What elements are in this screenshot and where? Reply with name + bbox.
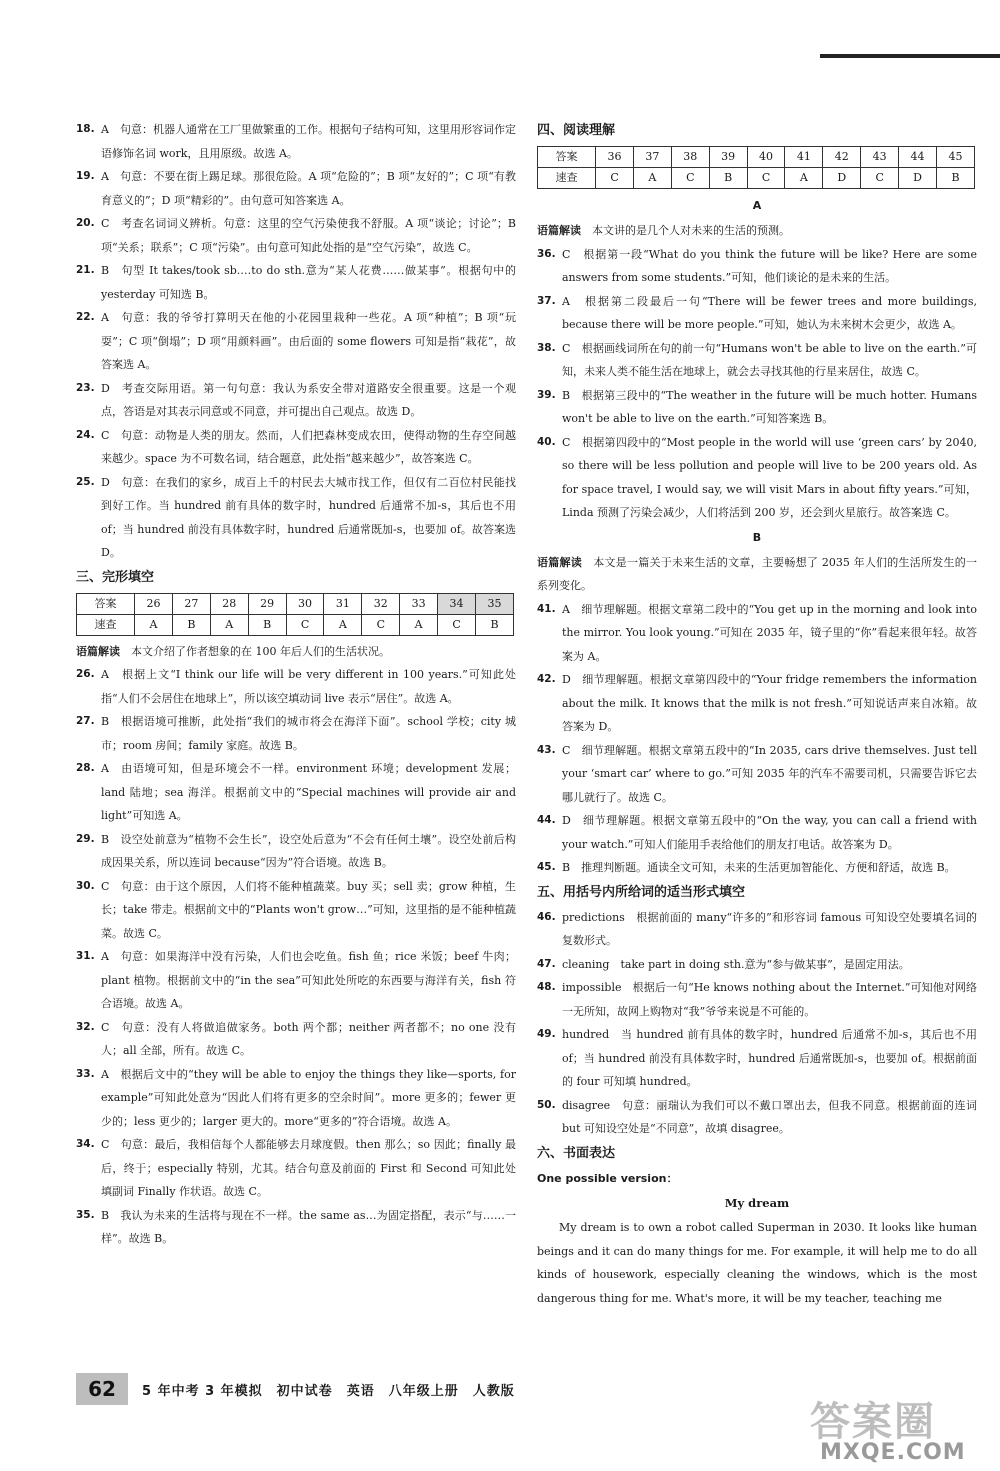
essay-body: My dream is to own a robot called Superman in 2030. It looks like human beings and it can do many things for me. For example, it will help me to do all kinds of housework, especially cleaning the windows, which is the most dangerous thing for me. What's more, it will be my teacher, teaching me bbox=[537, 1221, 977, 1305]
cloze-item bbox=[76, 1063, 516, 1134]
choice-item-number: 18. bbox=[76, 123, 95, 135]
reading-answer-table bbox=[537, 146, 975, 189]
reading-intro-a bbox=[537, 219, 977, 243]
reading-a-item-text: C 根据第一段“What do you think the future will be like? Here are some answers from some students.”可知，他们谈论的是未来的生活。 bbox=[562, 247, 977, 284]
reading-answer-cell: C bbox=[861, 168, 899, 189]
choice-item-number: 20. bbox=[76, 217, 95, 229]
cloze-answer-cell: B bbox=[172, 614, 210, 635]
footer-info-part: 人教版 bbox=[472, 1383, 515, 1399]
cloze-item-number: 29. bbox=[76, 832, 95, 845]
reading-question-number: 45 bbox=[936, 147, 974, 168]
reading-answer-cell: C bbox=[671, 168, 709, 189]
cloze-answer-cell: A bbox=[400, 614, 438, 635]
cloze-question-number: 30 bbox=[286, 593, 324, 614]
grammar-section-title: 五、用括号内所给词的适当形式填空 bbox=[537, 884, 746, 900]
choice-item-text: A 句意：不要在街上踢足球。那很危险。A 项“危险的”；B 项“友好的”；C 项“有教育意义的”；D 项“精彩的”。由句意可知答案选 A。 bbox=[101, 170, 516, 207]
cloze-item bbox=[76, 828, 516, 875]
cloze-answer-cell: C bbox=[286, 614, 324, 635]
reading-b-item-number: 42. bbox=[537, 673, 556, 685]
cloze-item-number: 34. bbox=[76, 1138, 95, 1150]
choice-item bbox=[76, 471, 516, 565]
reading-b-item-number: 44. bbox=[537, 814, 556, 826]
choice-item-text: C 考查名词词义辨析。句意：这里的空气污染使我不舒服。A 项“谈论；讨论”；B 项“关系；联系”；C 项“污染”。由句意可知此处指的是“空气污染”，故选 C。 bbox=[101, 217, 516, 254]
grammar-item bbox=[537, 976, 977, 1023]
cloze-item-number: 35. bbox=[76, 1208, 95, 1221]
cloze-section-title: 三、完形填空 bbox=[76, 569, 155, 585]
reading-intro-a-label: 语篇解读 bbox=[537, 224, 581, 237]
reading-a-item-text: C 根据第四段中的“Most people in the world will use ‘green cars’ by 2040, so there will be less pollution and people will live to be 200 years old. As for space travel, I would say, we will visit Mars in about fifty years.”可知，Linda 预测了污染会减少，人们将活到 200 岁，还会到火星旅行。故答案选 C。 bbox=[562, 435, 977, 519]
reading-question-number: 44 bbox=[899, 147, 937, 168]
reading-intro-b-label: 语篇解读 bbox=[537, 555, 582, 569]
cloze-item-number: 31. bbox=[76, 950, 95, 962]
reading-answer-cell: A bbox=[785, 168, 823, 189]
choice-item-number: 25. bbox=[76, 475, 95, 488]
reading-answer-cell: C bbox=[747, 168, 785, 189]
cloze-question-number: 28 bbox=[210, 593, 248, 614]
cloze-item bbox=[76, 1133, 516, 1204]
reading-items-a bbox=[537, 243, 977, 525]
reading-question-number: 40 bbox=[747, 147, 785, 168]
reading-a-item-text: C 根据画线词所在句的前一句“Humans won't be able to live on the earth.”可知，未来人类不能生活在地球上，就会去寻找其他的行星来居住，故选 C。 bbox=[562, 341, 977, 378]
cloze-question-number: 33 bbox=[400, 593, 438, 614]
cloze-answer-label: 答案 bbox=[77, 593, 135, 614]
grammar-item-text: hundred 当 hundred 前有具体的数字时，hundred 后通常不加-s，其后也不用 of；当 hundred 前没有具体数字时，hundred 后通常既加-s，也要加 of。根据前面的 four 可知填 hundred。 bbox=[562, 1028, 977, 1088]
cloze-question-number: 34 bbox=[438, 593, 476, 614]
cloze-items bbox=[76, 663, 516, 1251]
reading-question-number: 42 bbox=[823, 147, 861, 168]
cloze-item-text: B 根据语境可推断，此处指“我们的城市将会在海洋下面”。school 学校；city 城市；room 房间；family 家庭。故选 B。 bbox=[101, 715, 516, 752]
reading-b-item-text: D 细节理解题。根据文章第四段中的“Your fridge remembers the information about the milk. It knows that the milk is not fresh.”可知说话声来自冰箱。故答案为 D。 bbox=[562, 673, 977, 733]
watermark-logo: 答案圈 bbox=[810, 1399, 936, 1445]
reading-b-item-number: 43. bbox=[537, 743, 556, 756]
cloze-item-text: A 根据后文中的“they will be able to enjoy the things they like—sports, for example”可知此处意为“因此人们将有更多的空余时间”。more 更多的；fewer 更少的；less 更少的；larger 更大的。more“更多的”符合语境。故选 A。 bbox=[101, 1067, 516, 1128]
footer-info-part: 八年级上册 bbox=[388, 1383, 459, 1399]
choice-item bbox=[76, 377, 516, 424]
essay-title: My dream bbox=[724, 1196, 790, 1210]
reading-check-label: 速查 bbox=[538, 168, 596, 189]
grammar-item-text: disagree 句意：丽瑞认为我们可以不戴口罩出去，但我不同意。根据前面的连词 but 可知设空处是“不同意”，故填 disagree。 bbox=[562, 1098, 977, 1135]
cloze-item-text: C 句意：由于这个原因，人们将不能种植蔬菜。buy 买；sell 卖；grow 种植，生长；take 带走。根据前文中的“Plants won't grow…”可知，这里指的是不能种植蔬菜。故选 C。 bbox=[101, 879, 516, 940]
choice-item bbox=[76, 306, 516, 377]
footer-info-part: 英语 bbox=[346, 1383, 375, 1399]
reading-a-item bbox=[537, 431, 977, 525]
reading-answer-cell: D bbox=[899, 168, 937, 189]
cloze-answer-table bbox=[76, 593, 514, 636]
cloze-item-text: C 句意：没有人将做追做家务。both 两个都；neither 两者都不；no one 没有人；all 全部，所有。故选 C。 bbox=[101, 1020, 516, 1057]
reading-question-number: 38 bbox=[671, 147, 709, 168]
cloze-item bbox=[76, 945, 516, 1016]
grammar-item-number: 50. bbox=[537, 1098, 556, 1111]
cloze-item-text: C 句意：最后，我相信每个人都能够去月球度假。then 那么；so 因此；finally 最后，终于；especially 特别，尤其。结合句意及前面的 First 和 Second 可知此处填副词 Finally 作状语。故选 C。 bbox=[101, 1138, 516, 1198]
grammar-items bbox=[537, 906, 977, 1141]
page-footer bbox=[76, 1372, 529, 1406]
reading-b-item-text: B 推理判断题。通读全文可知，未来的生活更加智能化、方便和舒适，故选 B。 bbox=[562, 861, 956, 874]
cloze-answer-cell: B bbox=[248, 614, 286, 635]
choice-item-text: C 句意：动物是人类的朋友。然而，人们把森林变成农田，使得动物的生存空间越来越少。space 为不可数名词，结合题意，此处指“越来越少”，故答案选 C。 bbox=[101, 428, 516, 465]
choice-item-text: D 考查交际用语。第一句句意：我认为系安全带对道路安全很重要。这是一个观点，答语是对其表示同意或不同意，并可提出自己观点。故选 D。 bbox=[101, 381, 516, 418]
choice-item-text: A 句意：机器人通常在工厂里做繁重的工作。根据句子结构可知，这里用形容词作定语修饰名词 work，且用原级。故选 A。 bbox=[101, 123, 516, 160]
reading-items-b bbox=[537, 598, 977, 880]
grammar-item bbox=[537, 1094, 977, 1141]
reading-question-number: 43 bbox=[861, 147, 899, 168]
reading-b-item-text: D 细节理解题。根据文章第五段中的“On the way, you can call a friend with your watch.”可知人们能用手表给他们的朋友打电话。故答案为 D。 bbox=[562, 814, 977, 851]
reading-answer-cell: A bbox=[633, 168, 671, 189]
reading-question-number: 39 bbox=[709, 147, 747, 168]
cloze-intro-label: 语篇解读 bbox=[76, 644, 120, 658]
reading-b-item bbox=[537, 739, 977, 810]
writing-section-title: 六、书面表达 bbox=[537, 1145, 616, 1161]
reading-answer-cell: B bbox=[709, 168, 747, 189]
cloze-question-number: 26 bbox=[135, 593, 173, 614]
reading-b-item-text: A 细节理解题。根据文章第二段中的“You get up in the morning and look into the mirror. You look young.”可知在 2035 年，镜子里的“你”看起来很年轻。故答案为 A。 bbox=[562, 602, 977, 663]
reading-a-item bbox=[537, 384, 977, 431]
reading-question-number: 41 bbox=[785, 147, 823, 168]
reading-b-item-number: 41. bbox=[537, 602, 556, 615]
grammar-item-number: 49. bbox=[537, 1028, 556, 1040]
cloze-item-number: 28. bbox=[76, 762, 95, 774]
cloze-item-text: A 根据上文“I think our life will be very different in 100 years.”可知此处指“人们不会居住在地球上”，所以该空填动词 live 表示“居住”。故选 A。 bbox=[101, 668, 516, 705]
reading-a-item bbox=[537, 243, 977, 290]
choice-item bbox=[76, 259, 516, 306]
cloze-intro-text: 本文介绍了作者想象的在 100 年后人们的生活状况。 bbox=[131, 644, 390, 658]
reading-a-item-number: 40. bbox=[537, 435, 556, 448]
cloze-item-number: 26. bbox=[76, 668, 95, 680]
reading-part-b: B bbox=[752, 530, 762, 544]
reading-answer-cell: B bbox=[936, 168, 974, 189]
cloze-item bbox=[76, 875, 516, 946]
grammar-item bbox=[537, 906, 977, 953]
left-column bbox=[76, 118, 516, 1251]
grammar-item-number: 46. bbox=[537, 910, 556, 923]
cloze-item bbox=[76, 710, 516, 757]
cloze-item-number: 27. bbox=[76, 715, 95, 727]
choice-item bbox=[76, 118, 516, 165]
grammar-item-number: 48. bbox=[537, 981, 556, 993]
cloze-item bbox=[76, 1016, 516, 1063]
cloze-answer-cell: C bbox=[362, 614, 400, 635]
reading-intro-a-text: 本文讲的是几个人对未来的生活的预测。 bbox=[592, 224, 790, 237]
cloze-item bbox=[76, 757, 516, 828]
reading-answer-label: 答案 bbox=[538, 147, 596, 168]
reading-a-item-number: 36. bbox=[537, 247, 556, 260]
right-column bbox=[537, 118, 977, 1310]
choice-item-number: 23. bbox=[76, 381, 95, 394]
choice-item-number: 24. bbox=[76, 428, 95, 441]
choice-item bbox=[76, 424, 516, 471]
choice-item-text: A 句意：我的爷爷打算明天在他的小花园里栽种一些花。A 项“种植”；B 项“玩耍”；C 项“倒塌”；D 项“用颜料画”。由后面的 some flowers 可知是指“栽花”，故答案选 A。 bbox=[101, 311, 516, 371]
reading-a-item-number: 39. bbox=[537, 388, 556, 401]
choice-item bbox=[76, 212, 516, 259]
reading-a-item-number: 38. bbox=[537, 341, 556, 354]
cloze-intro bbox=[76, 640, 516, 664]
reading-intro-b bbox=[537, 551, 977, 598]
reading-answer-cell: C bbox=[596, 168, 634, 189]
reading-b-item bbox=[537, 598, 977, 669]
reading-b-item-text: C 细节理解题。根据文章第五段中的“In 2035, cars drive themselves. Just tell your ‘smart car’ where to go.”可知 2035 年的汽车不需要司机，只需要告诉它去哪儿就行了。故选 C。 bbox=[562, 743, 977, 804]
reading-answer-cell: D bbox=[823, 168, 861, 189]
reading-a-item-number: 37. bbox=[537, 294, 556, 307]
reading-a-item bbox=[537, 337, 977, 384]
reading-b-item bbox=[537, 856, 977, 880]
watermark-url: MXQE.COM bbox=[820, 1440, 966, 1465]
choice-item-number: 19. bbox=[76, 170, 95, 182]
cloze-item-text: A 句意：如果海洋中没有污染，人们也会吃鱼。fish 鱼；rice 米饭；beef 牛肉；plant 植物。根据前文中的“in the sea”可知此处所吃的东西要与海洋有关，fish 符合语境。故选 A。 bbox=[101, 950, 516, 1010]
cloze-answer-cell: A bbox=[324, 614, 362, 635]
choice-item-number: 22. bbox=[76, 311, 95, 323]
cloze-item-text: B 设空处前意为“植物不会生长”，设空处后意为“不会有任何土壤”。设空处前后构成因果关系，所以连词 because“因为”符合语境。故选 B。 bbox=[101, 832, 516, 869]
choice-item-text: D 句意：在我们的家乡，成百上千的村民去大城市找工作，但仅有二百位村民能找到好工作。当 hundred 前有具体的数字时，hundred 后通常不加-s，其后也不用 of；当 hundred 前没有具体数字时，hundred 后通常既加-s，也要加 of。故答案选 D。 bbox=[101, 475, 516, 559]
reading-b-item bbox=[537, 668, 977, 739]
grammar-item-text: impossible 根据后一句“He knows nothing about the Internet.”可知他对网络一无所知，故网上购物对“我”爷爷来说是不可能的。 bbox=[562, 981, 977, 1018]
reading-intro-b-text: 本文是一篇关于未来生活的文章，主要畅想了 2035 年人们的生活所发生的一系列变化。 bbox=[537, 555, 978, 592]
cloze-question-number: 29 bbox=[248, 593, 286, 614]
reading-a-item bbox=[537, 290, 977, 337]
reading-b-item-number: 45. bbox=[537, 861, 556, 873]
footer-info-part: 初中试卷 bbox=[276, 1383, 333, 1399]
reading-question-number: 36 bbox=[596, 147, 634, 168]
cloze-question-number: 27 bbox=[172, 593, 210, 614]
cloze-item-number: 30. bbox=[76, 879, 95, 892]
cloze-check-label: 速查 bbox=[77, 614, 135, 635]
cloze-item-text: A 由语境可知，但是环境会不一样。environment 环境；development 发展；land 陆地；sea 海洋。根据前文中的“Special machines will provide air and light”可知选 A。 bbox=[101, 762, 516, 822]
choice-item bbox=[76, 165, 516, 212]
footer-book-info bbox=[142, 1380, 529, 1399]
cloze-item bbox=[76, 663, 516, 710]
cloze-question-number: 31 bbox=[324, 593, 362, 614]
cloze-answer-cell: C bbox=[438, 614, 476, 635]
cloze-answer-cell: A bbox=[135, 614, 173, 635]
grammar-item-text: predictions 根据前面的 many“许多的”和形容词 famous 可知设空处要填名词的复数形式。 bbox=[562, 910, 977, 947]
grammar-item-text: cleaning take part in doing sth.意为“参与做某事”，是固定用法。 bbox=[562, 957, 910, 971]
reading-a-item-text: B 根据第三段中的“The weather in the future will be much hotter. Humans won't be able to live on the earth.”可知答案选 B。 bbox=[562, 388, 977, 425]
cloze-item bbox=[76, 1204, 516, 1251]
cloze-item-number: 33. bbox=[76, 1067, 95, 1080]
choice-item-number: 21. bbox=[76, 264, 95, 276]
reading-a-item-text: A 根据第二段最后一句“There will be fewer trees and more buildings, because there will be more people.”可知，她认为未来树木会更少，故选 A。 bbox=[562, 294, 977, 331]
cloze-answer-cell: B bbox=[475, 614, 513, 635]
reading-part-a: A bbox=[752, 199, 762, 212]
choice-item-text: B 句型 It takes/took sb.…to do sth.意为“某人花费……做某事”。根据句中的 yesterday 可知选 B。 bbox=[101, 264, 516, 301]
reading-question-number: 37 bbox=[633, 147, 671, 168]
page-number: 62 bbox=[76, 1373, 128, 1405]
cloze-question-number: 35 bbox=[475, 593, 513, 614]
reading-b-item bbox=[537, 809, 977, 856]
cloze-item-text: B 我认为未来的生活将与现在不一样。the same as…为固定搭配，表示“与……一样”。故选 B。 bbox=[101, 1208, 516, 1245]
cloze-item-number: 32. bbox=[76, 1020, 95, 1033]
grammar-item bbox=[537, 1023, 977, 1094]
writing-version-label bbox=[537, 1167, 977, 1191]
cloze-question-number: 32 bbox=[362, 593, 400, 614]
grammar-item bbox=[537, 953, 977, 977]
footer-info-part: 5 年中考 3 年模拟 bbox=[142, 1383, 263, 1399]
reading-section-title: 四、阅读理解 bbox=[537, 123, 616, 138]
writing-version-label-text: One possible version： bbox=[537, 1171, 678, 1185]
left-items bbox=[76, 118, 516, 565]
top-rule bbox=[820, 54, 1000, 58]
grammar-item-number: 47. bbox=[537, 957, 556, 970]
cloze-answer-cell: A bbox=[210, 614, 248, 635]
